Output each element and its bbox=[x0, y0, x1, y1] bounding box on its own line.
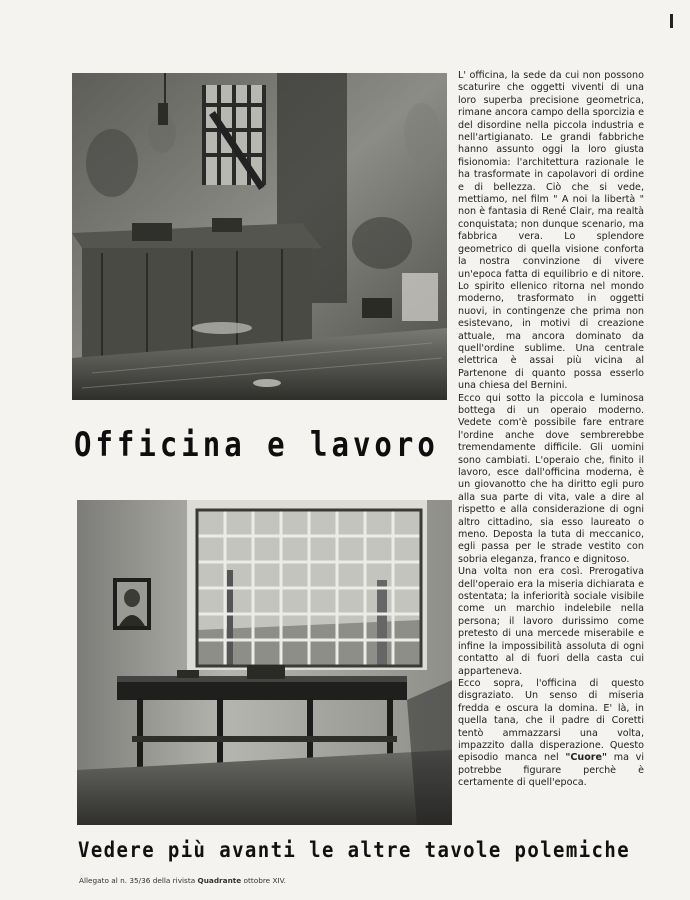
old-workshop-photo bbox=[72, 73, 447, 400]
workbench bbox=[72, 218, 322, 358]
article-paragraph: Ecco sopra, l'officina di questo disgraziato. Un senso di miseria fredda e oscura la domina. E' là, in quella tana, che il padre di Coretti tentò ammazzarsi una volta, impazzito dalla disperazione. Questo episodio manca nel "Cuore" ma vi potrebbe figurare perchè è certamente di quell'epoca. bbox=[458, 677, 645, 789]
footnote: Allegato al n. 35/36 della rivista Quadrante ottobre XIV. bbox=[79, 876, 286, 885]
barred-window bbox=[204, 85, 264, 188]
article-text bbox=[458, 70, 644, 790]
article-paragraph: Una volta non era così. Prerogativa dell'operaio era la miseria dichiarata e ostentata; la inferiorità sociale visibile come un marchio indelebile nella persona; il lavoro durissimo come pretesto di una mercede miserabile e infine la impossibilità assoluta di ogni contatto al di fuori della casta cui apparteneva. bbox=[458, 566, 644, 677]
edge-mark bbox=[670, 14, 673, 28]
grid-window bbox=[187, 500, 427, 670]
framed-portrait bbox=[113, 578, 151, 630]
article-paragraph: L' officina, la sede da cui non possono scaturire che oggetti viventi di una loro superba precisione geometrica, rimane ancora campo della sporcizia e del disordine nella piccola industria e nell'artigianato. Le grandi fabbriche hanno assunto oggi la loro giusta fisionomia: l'architettura razionale le ha trasformate in capolavori di ordine e di bellezza. Ciò che si vede, mettiamo, nel film " A noi la libertà " non è fantasia di René Clair, ma realtà conquistata; non dunque scenario, ma fabbrica vera. Lo splendore geometrico di quella visione conforta la nostra convinzione di vivere un'epoca fatta di equilibrio e di nitore. Lo spirito ellenico ritorna nel mondo moderno, trasformato in oggetti nuovi, in contingenze che prima non esistevano, in motivi di creazione attuale, ma ancora dominato da quell'ordine sublime. Una centrale elettrica è assai più vicina al Partenone di quanto possa esserlo una chiesa del Bernini. bbox=[458, 70, 644, 392]
article-paragraph: Ecco qui sotto la piccola e luminosa bottega di un operaio moderno. Vedete com'è possibile fare entrare l'ordine anche dove sembrerebbe tremendamente difficile. Gli uomini sono cambiati. L'operaio che, finito il lavoro, esce dall'officina moderna, è un giovanotto che ha diritto egli puro alla sua parte di vita, vale a dire al rispetto e alla considerazione di ogni altro cittadino, sia esso laureato o meno. Deposta la tuta di meccanico, egli passa per le strade vestito con sobria eleganza, franco e dignitoso. bbox=[458, 392, 644, 565]
headline: Officina e lavoro bbox=[74, 424, 439, 465]
modern-workshop-photo bbox=[77, 500, 452, 825]
footer-banner: Vedere più avanti le altre tavole polemiche bbox=[78, 838, 631, 863]
